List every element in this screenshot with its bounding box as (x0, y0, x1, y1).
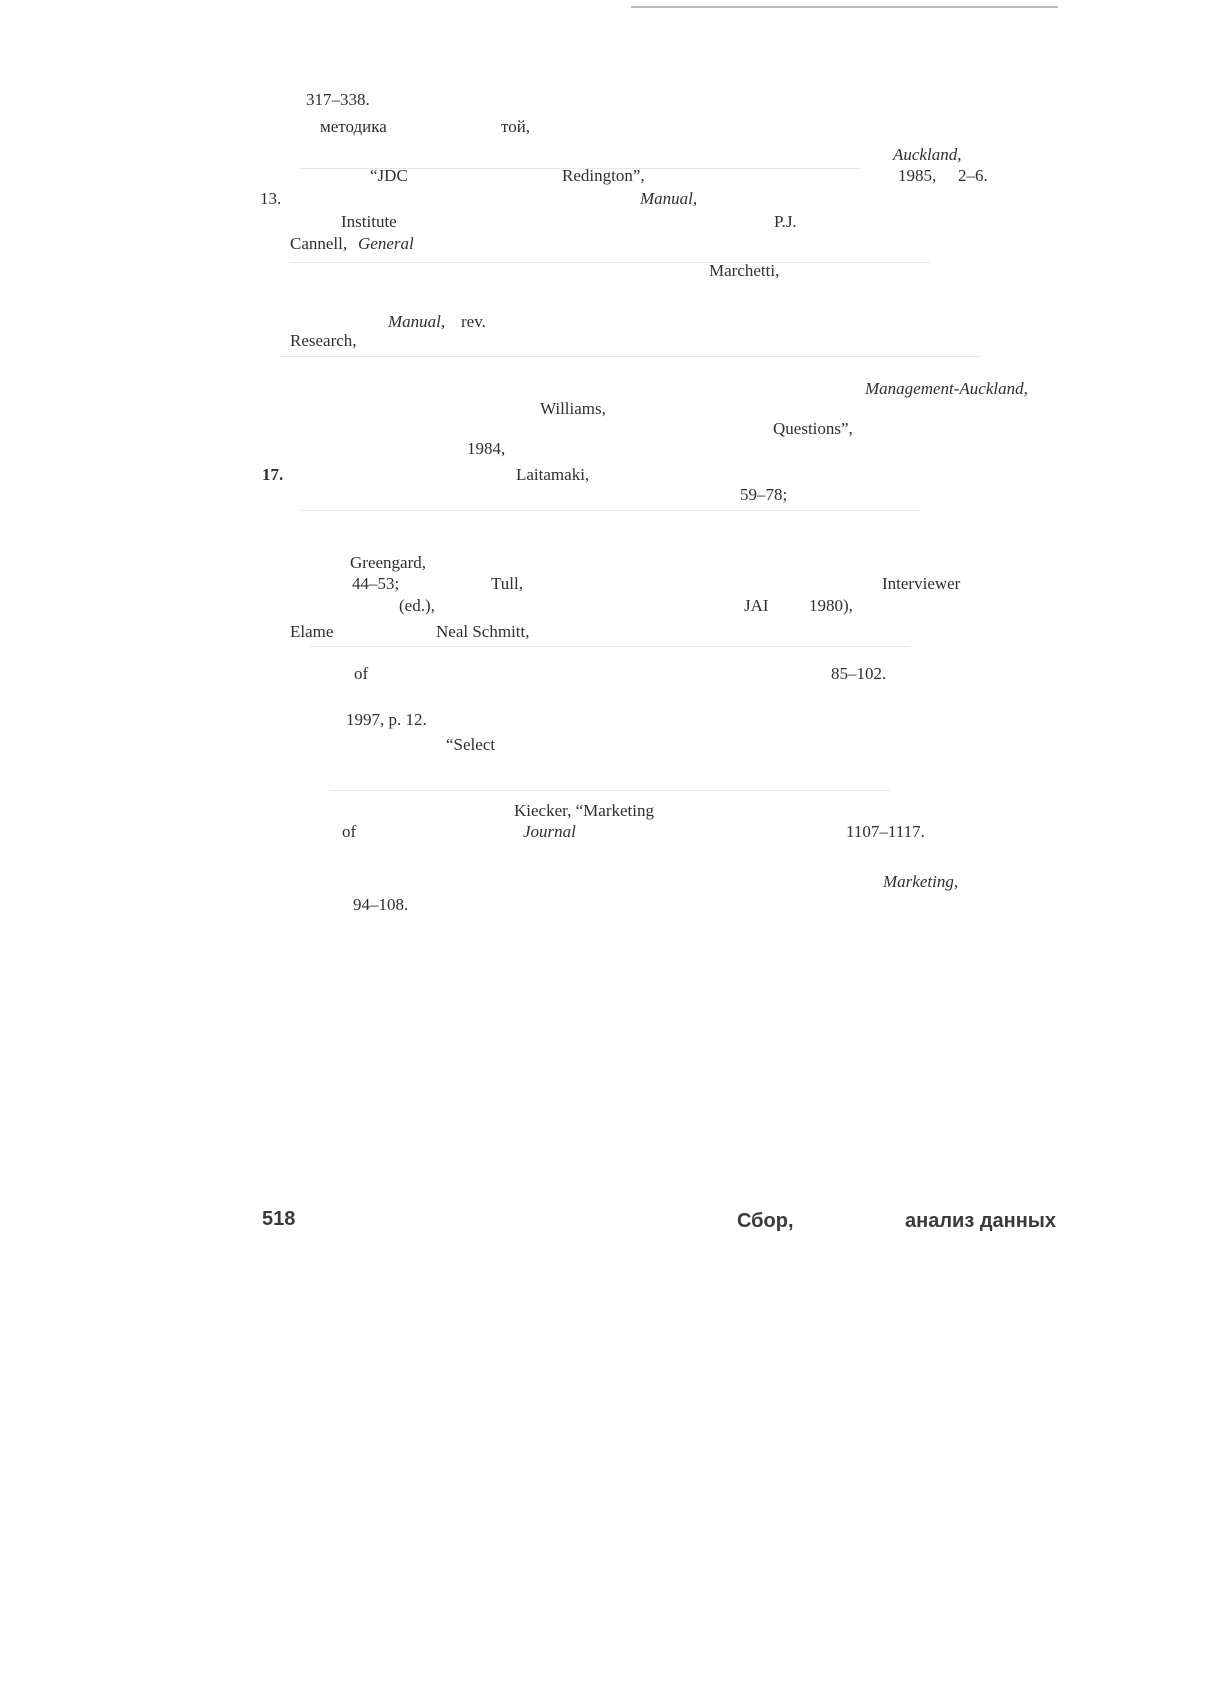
text-fragment: Elame (290, 622, 334, 641)
text-fragment: Institute (341, 212, 397, 231)
scan-smudge (330, 790, 890, 791)
text-fragment: 17. (262, 465, 284, 484)
text-fragment: of (354, 664, 369, 683)
text-fragment: (ed.), (399, 596, 435, 615)
text-fragment: Manual, (640, 189, 698, 208)
text-fragment: Tull, (491, 574, 523, 593)
scan-smudge (300, 510, 920, 511)
text-fragment: of (342, 822, 357, 841)
text-fragment: Kiecker, “Marketing (514, 801, 654, 820)
text-fragment: Redington”, (562, 166, 645, 185)
text-fragment: Research, (290, 331, 357, 350)
text-fragment: Questions”, (773, 419, 853, 438)
text-fragment: 1980), (809, 596, 853, 615)
text-fragment: Journal (523, 822, 576, 841)
text-fragment: 13. (260, 189, 282, 208)
text-fragment: Interviewer (882, 574, 961, 593)
text-fragment: 1997, p. 12. (346, 710, 427, 729)
text-fragment: Marchetti, (709, 261, 780, 280)
text-fragment: P.J. (774, 212, 797, 231)
text-fragment: 2–6. (958, 166, 988, 185)
text-fragment: 94–108. (353, 895, 409, 914)
text-fragment: “JDC (370, 166, 408, 185)
text-fragment: Auckland, (893, 145, 962, 164)
text-fragment: Williams, (540, 399, 606, 418)
top-edge-rule (631, 6, 1058, 8)
text-fragment: методика (320, 117, 387, 136)
text-fragment: “Select (446, 735, 496, 754)
text-fragment: rev. (461, 312, 486, 331)
text-fragment: 1107–1117. (846, 822, 925, 841)
text-fragment: 1984, (467, 439, 506, 458)
page-number: 518 (262, 1208, 296, 1230)
text-fragment: 317–338. (306, 90, 370, 109)
text-fragment: General (358, 234, 414, 253)
text-fragment: Cannell, (290, 234, 348, 253)
text-fragment: 59–78; (740, 485, 788, 504)
text-fragment: Marketing, (883, 872, 959, 891)
text-fragment: Greengard, (350, 553, 426, 572)
text-fragment: Manual, (388, 312, 446, 331)
text-fragment: Laitamaki, (516, 465, 590, 484)
scan-smudge (280, 356, 980, 357)
text-fragment: Management-Auckland, (865, 379, 1028, 398)
text-fragment: JAI (744, 596, 769, 615)
scan-smudge (290, 262, 930, 263)
running-footer-title: анализ данных (905, 1210, 1057, 1232)
text-fragment: Neal Schmitt, (436, 622, 530, 641)
text-fragment: 85–102. (831, 664, 887, 683)
text-fragment: 44–53; (352, 574, 400, 593)
scan-smudge (310, 646, 910, 647)
running-footer-word: Сбор, (737, 1210, 794, 1232)
text-fragment: той, (501, 117, 531, 136)
text-fragment: 1985, (898, 166, 937, 185)
